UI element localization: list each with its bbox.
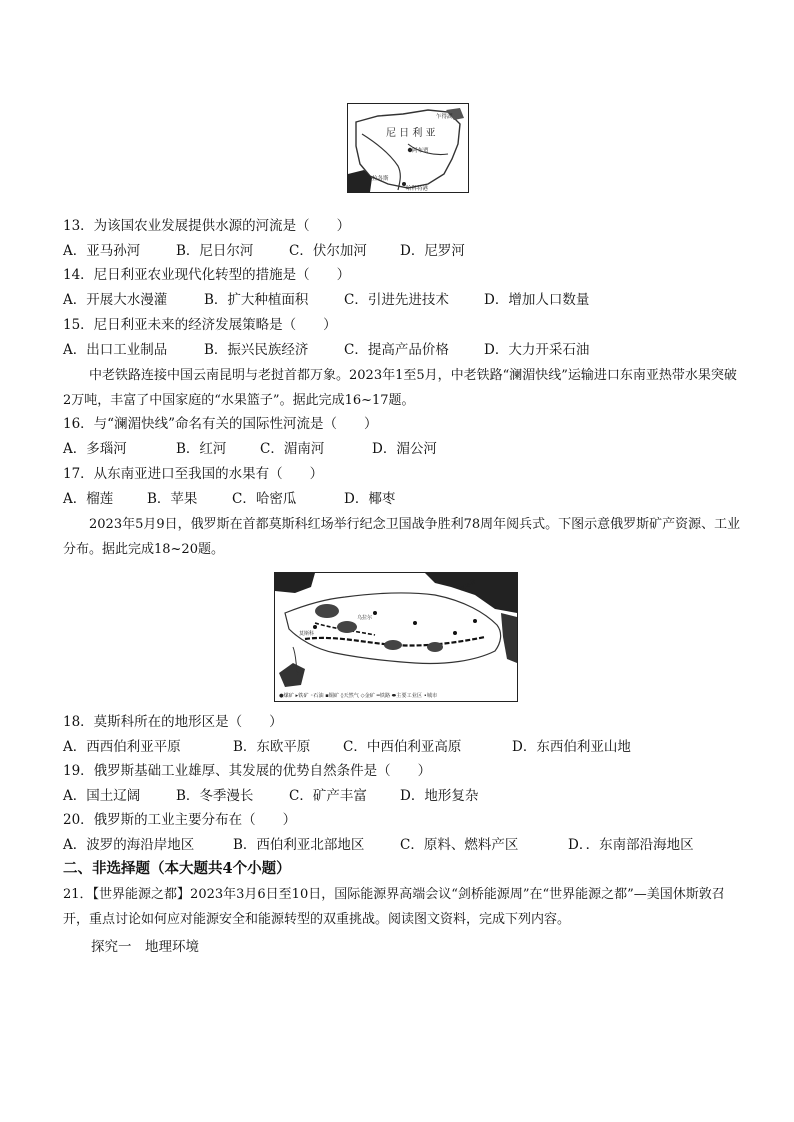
question-20-option-c[interactable]: C．原料、燃料产区 [400,837,519,853]
question-19-option-d[interactable]: D．地形复杂 [400,788,479,804]
passage-laos-railway: 中老铁路连接中国云南昆明与老挝首都万象。2023年1至5月，中老铁路“澜湄快线”运输进口东南亚热带水果突破2万吨，丰富了中国家庭的“水果篮子”。据此完成16~17题。 [63,368,737,408]
question-13-option-a[interactable]: A．亚马孙河 [63,243,141,259]
question-17-stem: 17．从东南亚进口至我国的水果有（ ） [63,466,324,482]
question-14-option-c[interactable]: C．引进先进技术 [344,292,449,308]
question-15-option-a[interactable]: A．出口工业制品 [63,342,168,358]
question-17-option-d[interactable]: D．椰枣 [344,491,396,507]
question-16-option-a[interactable]: A．多瑙河 [63,441,127,457]
question-20-stem: 20．俄罗斯的工业主要分布在（ ） [63,812,297,828]
question-20-option-b[interactable]: B．西伯利亚北部地区 [233,837,365,853]
question-14-option-a[interactable]: A．开展大水漫灌 [63,292,168,308]
question-14-option-d[interactable]: D．增加人口数量 [484,292,590,308]
question-14-option-b[interactable]: B．扩大种植面积 [204,292,309,308]
question-15-option-c[interactable]: C．提高产品价格 [344,342,449,358]
map2-moscow-label: 莫斯科 [299,631,315,637]
question-19-option-b[interactable]: B．冬季漫长 [176,788,254,804]
question-16-stem: 16．与“澜湄快线”命名有关的国际性河流是（ ） [63,416,378,432]
question-20-option-a[interactable]: A．波罗的海沿岸地区 [63,837,195,853]
question-18-stem: 18．莫斯科所在的地形区是（ ） [63,714,283,730]
explore-1-heading: 探究一 地理环境 [91,939,199,955]
question-13-stem: 13．为该国农业发展提供水源的河流是（ ） [63,218,351,234]
map2-legend: ●煤矿 ▸铁矿 ◦石油 ▪铜矿 ◊天然气 ◇金矿 ━铁路 ⬬主要工业区 •城市 [279,693,438,699]
question-13-option-b[interactable]: B．尼日尔河 [176,243,254,259]
section-2-title: 二、非选择题（本大题共4个小题） [63,860,291,877]
question-16-option-d[interactable]: D．湄公河 [372,441,437,457]
question-14-stem: 14．尼日利亚农业现代化转型的措施是（ ） [63,267,351,283]
russia-map-drawing [275,573,517,701]
passage-russia-parade: 2023年5月9日，俄罗斯在首都莫斯科红场举行纪念卫国战争胜利78周年阅兵式。下图示意俄罗斯矿产资源、工业分布。据此完成18~20题。 [63,517,741,557]
question-20-option-d[interactable]: D．．东南部沿海地区 [568,837,694,853]
map2-ural-label: 乌拉尔 [357,615,373,621]
map1-lagos-label: 拉各斯 [372,176,389,182]
question-17-option-b[interactable]: B．苹果 [147,491,198,507]
question-19-stem: 19．俄罗斯基础工业雄厚、其发展的优势自然条件是（ ） [63,763,432,779]
question-15-option-b[interactable]: B．振兴民族经济 [204,342,309,358]
nigeria-map-drawing [348,104,468,192]
question-18-option-a[interactable]: A．西西伯利亚平原 [63,739,181,755]
question-16-option-c[interactable]: C．湄南河 [260,441,325,457]
nigeria-map [347,103,469,193]
question-19-option-a[interactable]: A．国土辽阔 [63,788,141,804]
question-13-option-d[interactable]: D．尼罗河 [400,243,465,259]
question-18-option-c[interactable]: C．中西伯利亚高原 [343,739,462,755]
russia-minerals-industry-map [274,572,518,702]
map1-port-harcourt-label: 哈科特港 [406,186,429,192]
map1-lake-chad-label: 乍得湖 [436,114,453,120]
question-17-option-c[interactable]: C．哈密瓜 [232,491,297,507]
map1-abuja-label: 阿布贾 [412,148,429,154]
map2-arctic-label: 北冰洋 [458,577,478,593]
question-18-option-b[interactable]: B．东欧平原 [233,739,311,755]
map1-country-label: 尼 日 利 亚 [386,128,436,139]
question-15-option-d[interactable]: D．大力开采石油 [484,342,590,358]
question-19-option-c[interactable]: C．矿产丰富 [289,788,367,804]
question-21-intro: 21．【世界能源之都】2023年3月6日至10日，国际能源界高端会议“剑桥能源周”在“世界能源之都”—美国休斯敦召开，重点讨论如何应对能源安全和能源转型的双重挑战。阅读图文资料，完成下列内容。 [63,887,725,927]
question-18-option-d[interactable]: D．东西伯利亚山地 [512,739,631,755]
question-16-option-b[interactable]: B．红河 [176,441,227,457]
question-17-option-a[interactable]: A．榴莲 [63,491,114,507]
question-15-stem: 15．尼日利亚未来的经济发展策略是（ ） [63,317,337,333]
question-13-option-c[interactable]: C．伏尔加河 [289,243,367,259]
